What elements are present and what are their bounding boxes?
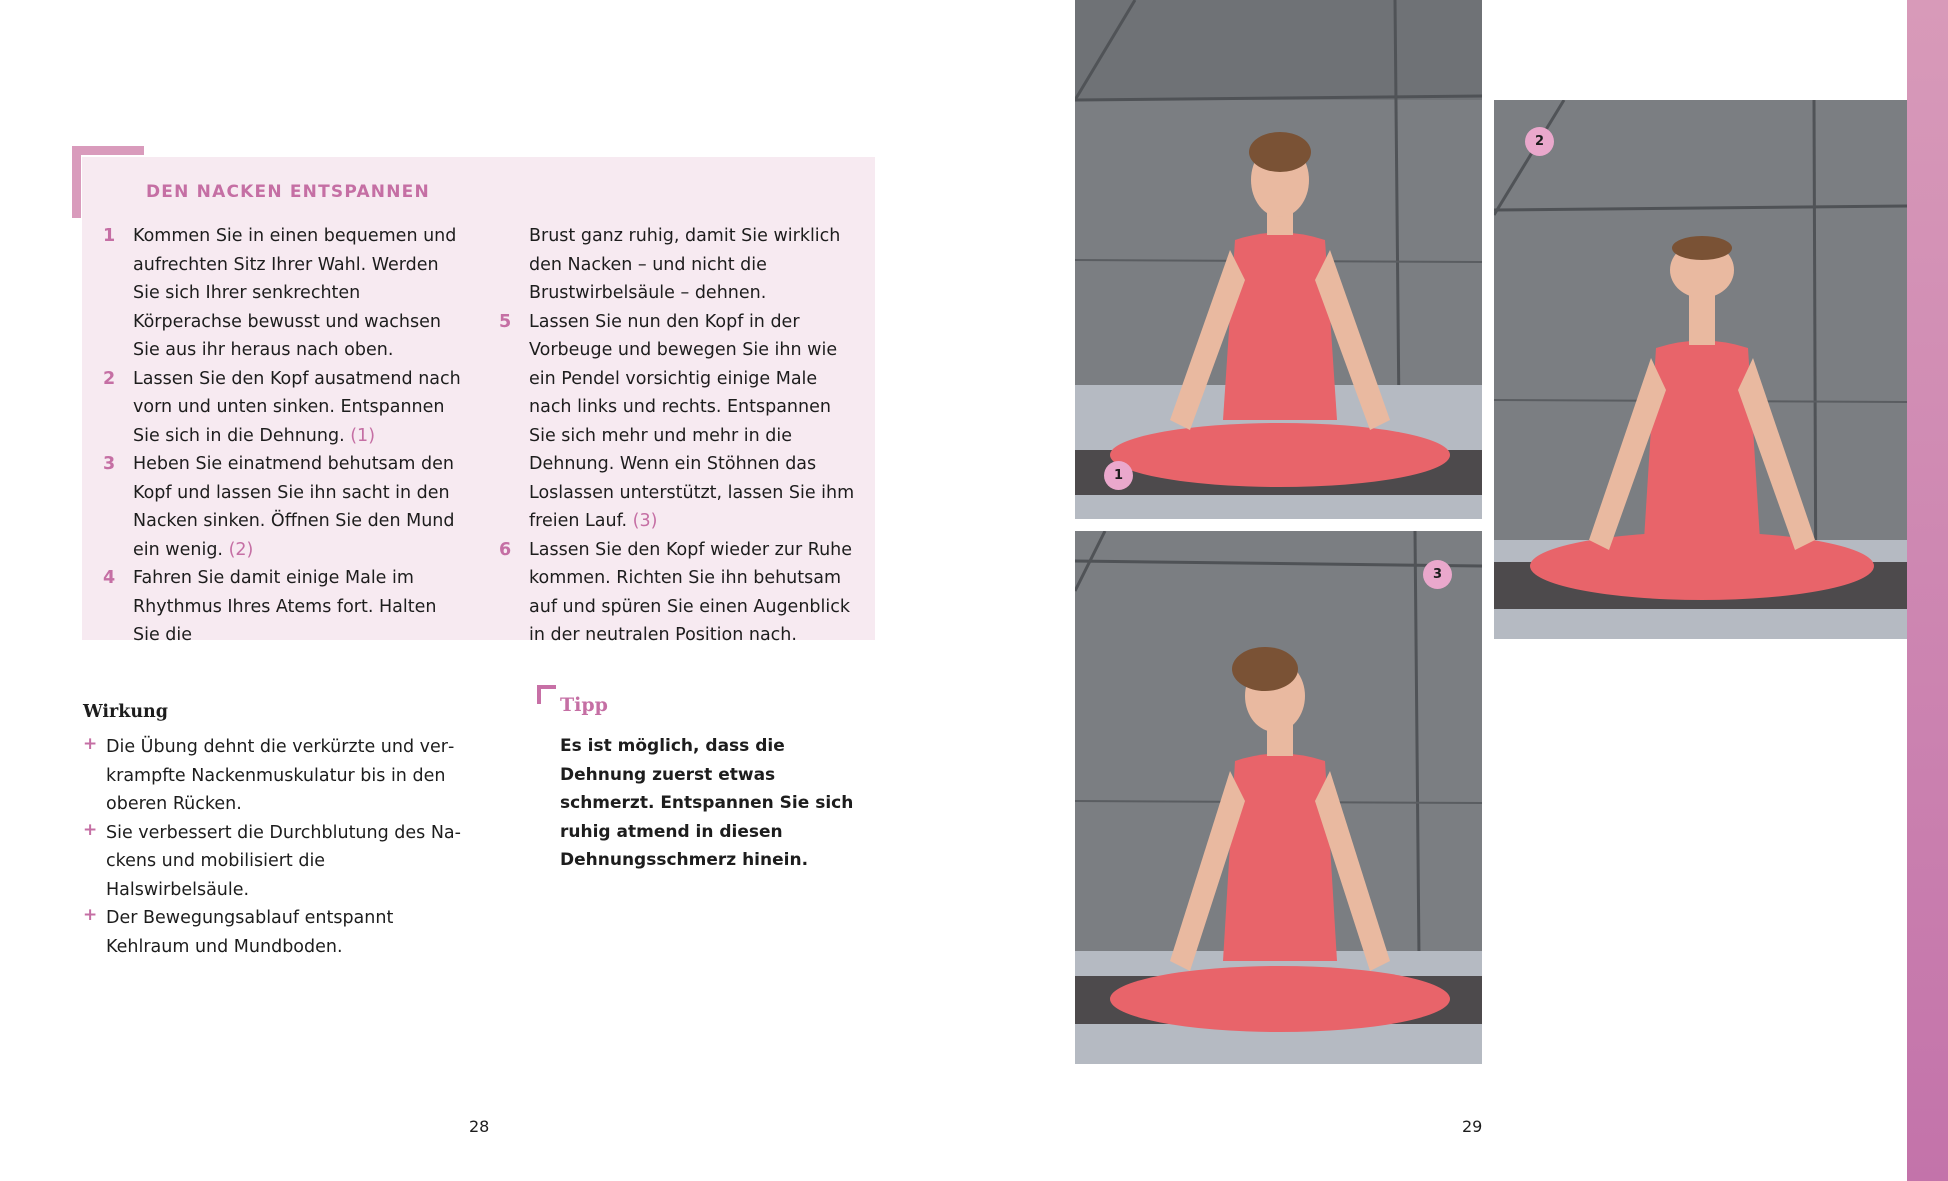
step-number: 2 [103, 368, 116, 389]
step-item [103, 450, 463, 564]
page-edge-color-bar [1907, 0, 1948, 1181]
plus-icon: + [83, 734, 98, 754]
step-number: 4 [103, 568, 116, 588]
steps-column-right [499, 222, 859, 650]
step-text: Lassen Sie den Kopf ausatmend nach vorn und unten sinken. Entspannen Sie sich in die Dehnung. [133, 368, 461, 446]
wirkung-heading: Wirkung [83, 702, 169, 722]
tipp-heading: Tipp [560, 694, 608, 716]
page-number-right: 29 [1462, 1117, 1483, 1136]
step-text: Lassen Sie nun den Kopf in der Vorbeuge und bewegen Sie ihn wie ein Pendel vorsichtig einige Male nach links und rechts. Entspannen Sie sich mehr und mehr in die Dehnung. Wenn ein Stöhnen das Loslassen unterstützt, lassen Sie ihm freien Lauf. [529, 311, 855, 531]
list-item [83, 819, 463, 905]
photo-head-back [1494, 100, 1907, 639]
step-item [103, 365, 463, 451]
plus-icon: + [83, 905, 98, 925]
step-number: 5 [499, 311, 512, 332]
step-text: Brust ganz ruhig, damit Sie wirklich den Nacken – und nicht die Brustwirbelsäule – dehnen. [529, 226, 841, 303]
step-item [499, 536, 859, 650]
tipp-text: Es ist möglich, dass die Dehnung zuerst etwas schmerzt. Entspannen Sie sich ruhig atmend in diesen Dehnungsschmerz hinein. [560, 736, 854, 870]
yoga-photo-illustration [1494, 100, 1907, 639]
yoga-photo-illustration [1075, 531, 1482, 1064]
photo-badge: 1 [1104, 461, 1133, 490]
photo-reference: (3) [632, 511, 658, 531]
step-number: 6 [499, 539, 512, 560]
step-text: Kommen Sie in einen bequemen und aufrechten Sitz Ihrer Wahl. Werden Sie sich Ihrer senkrechten Körperachse bewusst und wachsen Sie aus ihr heraus nach oben. [133, 226, 457, 360]
list-item-text: Der Bewegungsablauf entspannt Kehlraum und Mundboden. [106, 908, 394, 957]
photo-reference: (1) [350, 425, 376, 446]
steps-column-left [103, 222, 463, 650]
plus-icon: + [83, 819, 98, 840]
list-item [83, 733, 463, 819]
step-item [103, 222, 463, 365]
tipp-corner-decoration [537, 685, 556, 704]
step-item [103, 564, 463, 650]
wirkung-list [83, 733, 463, 961]
step-number: 3 [103, 454, 116, 474]
step-text: Lassen Sie den Kopf wieder zur Ruhe kommen. Richten Sie ihn behutsam auf und spüren Sie einen Augenblick in der neutralen Position nach. [529, 539, 853, 645]
step-text: Fahren Sie damit einige Male im Rhythmus Ihres Atems fort. Halten Sie die [133, 568, 437, 645]
step-number: 1 [103, 226, 116, 246]
list-item-text: Die Übung dehnt die verkürzte und verkrampfte Nackenmuskulatur bis in den oberen Rücken. [106, 737, 455, 814]
list-item [83, 904, 463, 961]
photo-head-forward [1075, 0, 1482, 519]
yoga-photo-illustration [1075, 0, 1482, 519]
step-text: Heben Sie einatmend behutsam den Kopf und lassen Sie ihn sacht in den Nacken sinken. Öffnen Sie den Mund ein wenig. [133, 454, 455, 560]
section-title: DEN NACKEN ENTSPANNEN [146, 182, 430, 202]
photo-badge: 2 [1525, 127, 1554, 156]
list-item-text: Sie verbessert die Durchblutung des Nackens und mobilisiert die Halswirbelsäule. [106, 822, 461, 900]
photo-head-side [1075, 531, 1482, 1064]
photo-reference: (2) [228, 539, 254, 560]
page-number-left: 28 [469, 1117, 490, 1136]
step-item [499, 308, 859, 536]
step-continuation [499, 222, 859, 308]
photo-badge: 3 [1423, 560, 1452, 589]
